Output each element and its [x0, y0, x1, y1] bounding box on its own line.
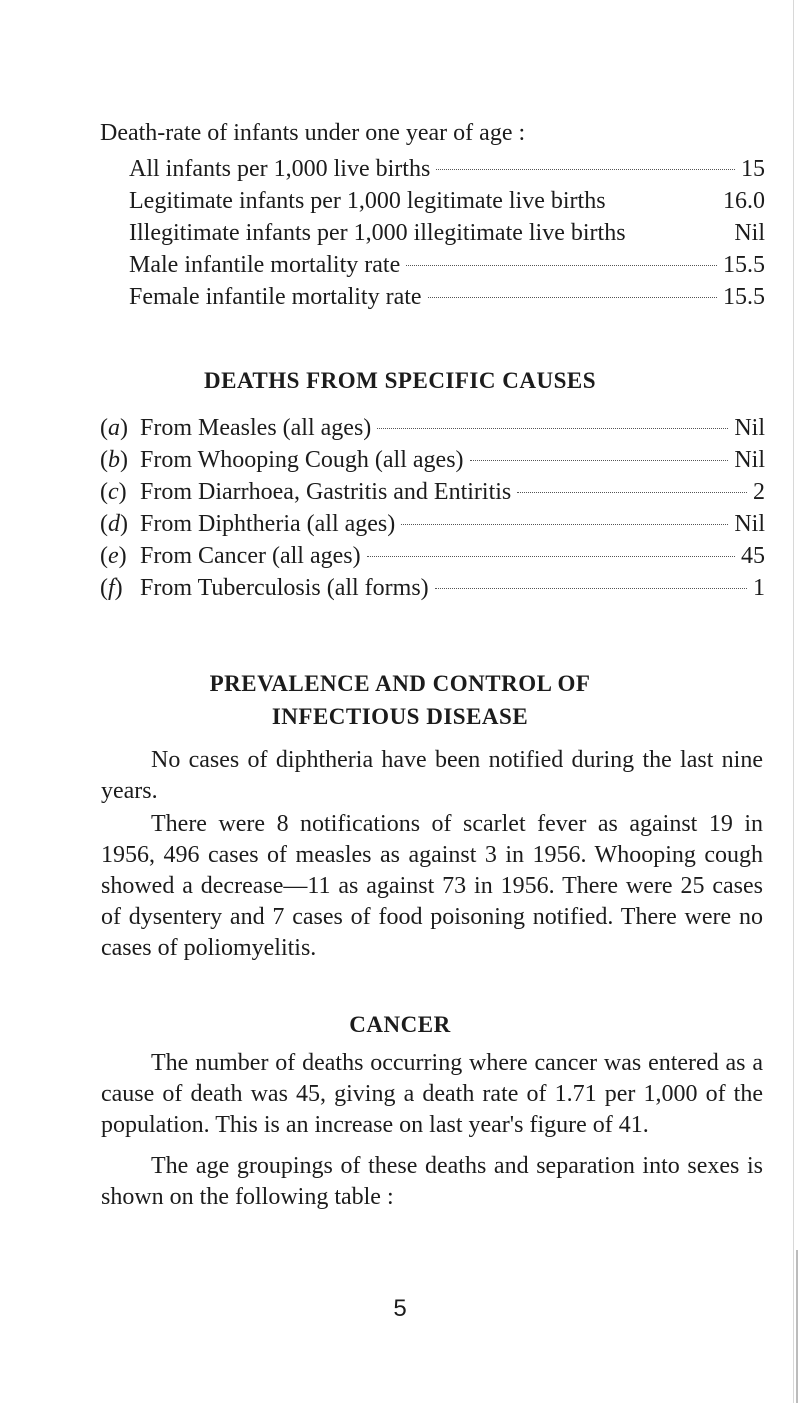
row-label: All infants per 1,000 live births [129, 156, 431, 182]
row-key-letter: a [108, 415, 120, 441]
row-value: 15 [741, 156, 765, 182]
deaths-row-cancer [100, 540, 765, 572]
row-label: From Whooping Cough (all ages) [140, 447, 464, 473]
row-key: (d) [100, 511, 128, 537]
scan-edge-mark [796, 1250, 798, 1403]
row-key: (f) [100, 575, 123, 601]
cancer-heading: CANCER [349, 1012, 451, 1037]
infant-heading: Death-rate of infants under one year of age : [100, 120, 526, 146]
infant-row-illegitimate [129, 217, 765, 249]
leader-dots [406, 265, 717, 266]
paragraph-text: The number of deaths occurring where cancer was entered as a cause of death was 45, giving a death rate of 1.71 per 1,000 of the population. This is an increase on last year's figure of 41. [101, 1050, 763, 1138]
leader-dots [377, 428, 728, 429]
row-label: From Cancer (all ages) [140, 543, 361, 569]
row-key-letter: d [108, 511, 120, 537]
deaths-section [100, 412, 765, 604]
leader-dots [401, 524, 728, 525]
prevalence-paragraph-1 [101, 745, 763, 807]
row-value: Nil [734, 511, 765, 537]
row-label: Illegitimate infants per 1,000 illegitimate live births [129, 220, 626, 246]
deaths-row-diphtheria [100, 508, 765, 540]
row-value: 45 [741, 543, 765, 569]
leader-dots [435, 588, 747, 589]
infant-row-female [129, 281, 765, 313]
row-label: From Diarrhoea, Gastritis and Entiritis [140, 479, 512, 505]
row-value: 2 [753, 479, 765, 505]
page-number: 5 [393, 1295, 407, 1322]
row-value: 1 [753, 575, 765, 601]
leader-dots [517, 492, 747, 493]
deaths-row-measles [100, 412, 765, 444]
row-label: Male infantile mortality rate [129, 252, 401, 278]
leader-dots [367, 556, 735, 557]
prevalence-heading-line2: INFECTIOUS DISEASE [271, 704, 529, 729]
prevalence-heading-line1: PREVALENCE AND CONTROL OF [209, 671, 591, 696]
prevalence-text [101, 745, 763, 964]
cancer-text [101, 1048, 763, 1213]
deaths-row-whooping-cough [100, 444, 765, 476]
row-label: From Tuberculosis (all forms) [140, 575, 429, 601]
row-value: Nil [734, 447, 765, 473]
deaths-heading: DEATHS FROM SPECIFIC CAUSES [204, 368, 596, 393]
row-label: From Measles (all ages) [140, 415, 372, 441]
row-key: (e) [100, 543, 127, 569]
row-key: (b) [100, 447, 128, 473]
infant-death-rate-section [100, 118, 765, 313]
deaths-row-tuberculosis [100, 572, 765, 604]
row-key: (c) [100, 479, 127, 505]
deaths-row-diarrhoea [100, 476, 765, 508]
infant-row-legitimate [129, 185, 765, 217]
paragraph-text: The age groupings of these deaths and separation into sexes is shown on the following table : [101, 1153, 763, 1210]
leader-dots [470, 460, 729, 461]
prevalence-paragraph-2 [101, 809, 763, 964]
row-label: Legitimate infants per 1,000 legitimate live births [129, 188, 606, 214]
row-key-letter: e [108, 543, 119, 569]
cancer-paragraph-1 [101, 1048, 763, 1141]
paragraph-text: No cases of diphtheria have been notified during the last nine years. [101, 747, 763, 804]
row-key: (a) [100, 415, 128, 441]
leader-dots [436, 169, 735, 170]
row-key-letter: c [108, 479, 119, 505]
leader-dots [428, 297, 717, 298]
row-value: Nil [734, 220, 765, 246]
row-value: Nil [734, 415, 765, 441]
infant-row-male [129, 249, 765, 281]
infant-rows [100, 153, 765, 313]
row-key-letter: f [108, 575, 115, 601]
paragraph-text: There were 8 notifications of scarlet fever as against 19 in 1956, 496 cases of measles as against 3 in 1956. Whooping cough showed a decrease—11 as against 73 in 1956. There were 25 cases of dysentery and 7 cases of food poisoning notified. There were no cases of poliomyelitis. [101, 811, 763, 961]
scan-edge [793, 0, 794, 1403]
row-value: 15.5 [723, 252, 765, 278]
infant-row-all [129, 153, 765, 185]
row-value: 16.0 [723, 188, 765, 214]
row-label: Female infantile mortality rate [129, 284, 422, 310]
cancer-paragraph-2 [101, 1151, 763, 1213]
row-key-letter: b [108, 447, 120, 473]
row-value: 15.5 [723, 284, 765, 310]
row-label: From Diphtheria (all ages) [140, 511, 396, 537]
